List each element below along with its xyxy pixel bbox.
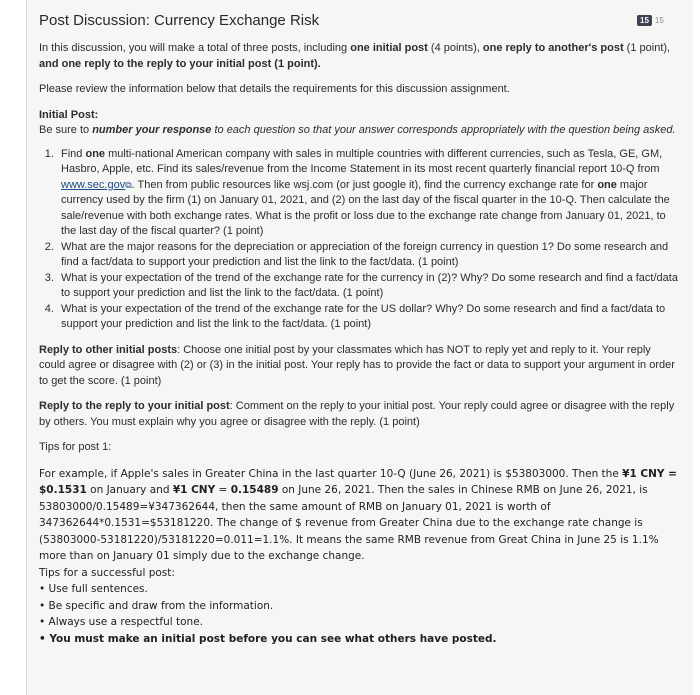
text: In this discussion, you will make a total of three posts, including [39, 42, 351, 54]
list-item: • Always use a respectful tone. [39, 614, 679, 631]
text: 0.15489 [230, 484, 279, 496]
text: number your response [92, 124, 212, 136]
text: = [215, 484, 231, 496]
text: one [597, 178, 617, 191]
success-heading: Tips for a successful post: [39, 566, 175, 579]
page-title: Post Discussion: Currency Exchange Risk [39, 12, 320, 29]
list-item: • Use full sentences. [39, 581, 679, 598]
text: (4 points), [427, 42, 483, 54]
tips-list [39, 581, 679, 647]
list-item: • You must make an initial post before you can see what others have posted. [39, 631, 679, 648]
question-list [39, 147, 679, 333]
text: one reply to another's post [482, 42, 624, 54]
badge-value: 15 [637, 15, 652, 26]
text: Be sure to [39, 124, 93, 136]
initial-post-lead [39, 123, 679, 139]
text: on January and [86, 484, 173, 496]
text: Find [61, 147, 86, 160]
text: : Choose one initial post by your classmates which has NOT to reply yet and reply to it. Your reply could agree or disagree with (2) or (3) in the initial post. Your reply has to provide the fact or data to support your argument in order to get the score. (1 point) [39, 343, 675, 387]
reply-other-paragraph [39, 343, 679, 390]
list-item: • Be specific and draw from the information. [39, 598, 679, 615]
text: one initial post [350, 42, 428, 54]
text: major currency used by the firm (1) on January 01, 2021, and (2) on the last day of the fiscal quarter in the 10-Q. Then calculate the sale/revenue with both exchange rates. What is the profit or loss due to the exchange rate change from January 01, 2021, to the last day of the fiscal quarter? (1 point) [61, 178, 670, 237]
text: Reply to other initial posts [39, 343, 178, 356]
question-2: 2. What are the major reasons for the depreciation or appreciation of the foreign currency in question 1? Do some research and find a fact/data to support your prediction and list the link to the fact/data. (1 point) [57, 240, 679, 271]
question-4: 4. What is your expectation of the trend of the exchange rate for the US dollar? Why? Do some research and find a fact/data to support your prediction and list the link to the fact/data. (1 point) [57, 302, 679, 333]
text: to each question so that your answer corresponds appropriately with the question being asked. [211, 124, 676, 136]
review-paragraph: Please review the information below that details the requirements for this discussion assignment. [39, 83, 510, 95]
text: : Comment on the reply to your initial post. Your reply could agree or disagree with the reply by others. You must explain why you agree or disagree with the reply. (1 point) [39, 400, 675, 428]
text: Reply to the reply to your initial post [39, 400, 230, 412]
text: and one reply to the reply to your initial post (1 point). [39, 57, 321, 70]
text: For example, if Apple's sales in Greater China in the last quarter 10-Q (June 26, 2021) is $53803000. Then the [39, 467, 623, 480]
text: on June 26, 2021. Then the sales in Chinese RMB on June 26, 2021, is 53803000/0.15489=¥347362644, then the same amount of RMB on January 01, 2021 is worth of 347362644*0.1531=$53181220. The change of $ revenue from Greater China due to the exchange rate change is (53803000-53181220)/53181220=0.011=1.1%. It means the same RMB revenue from Great China in June 25 is 1.1% more than on January 01 simply due to the exchange change. [39, 484, 659, 562]
discussion-body [39, 41, 679, 647]
external-link-icon: ⧉ [125, 179, 132, 190]
points-badge [637, 15, 664, 26]
text: ¥1 CNY [172, 484, 216, 496]
badge-total: 15 [654, 16, 664, 25]
question-3: 3. What is your expectation of the trend of the exchange rate for the currency in (2)? Why? Do some research and find a fact/data to support your prediction and list the link to the fact/data. (1 point) [57, 271, 679, 302]
text: one [85, 147, 106, 160]
text: ¥1 CNY = $0.1531 [39, 467, 677, 496]
text: multi-national American company with sales in multiple countries with different currencies, such as Tesla, GE, GM, Hasbro, Apple, etc. Find its sales/revenue from the Income Statement in its most recent quarterly financial report 10-Q from [61, 147, 663, 175]
text: (1 point), [623, 42, 671, 54]
intro-paragraph [39, 41, 679, 72]
tips-example [39, 466, 679, 565]
question-1 [57, 147, 679, 240]
text: . Then from public resources like wsj.com (or just google it), find the currency exchange rate for [131, 178, 598, 191]
initial-post-heading: Initial Post: [39, 108, 99, 121]
sec-gov-link[interactable]: www.sec.gov [61, 178, 126, 191]
reply-reply-paragraph [39, 399, 679, 430]
discussion-page [26, 0, 693, 695]
tips-heading: Tips for post 1: [39, 441, 112, 453]
